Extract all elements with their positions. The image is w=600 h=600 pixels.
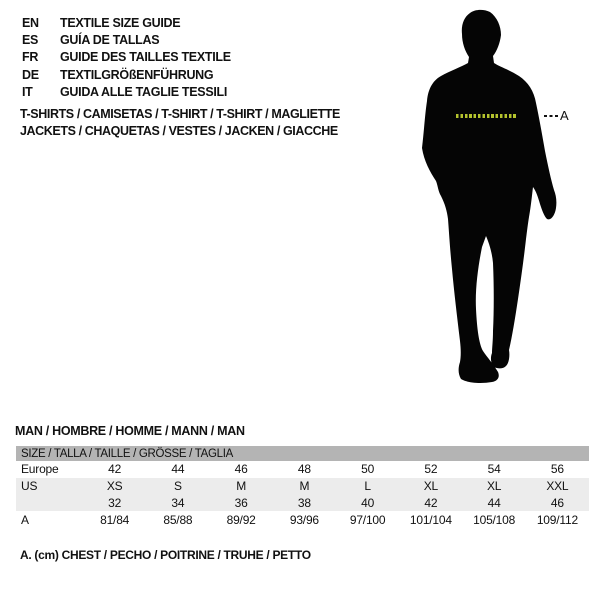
size-cell: M (236, 479, 247, 494)
size-cell: 56 (550, 462, 564, 477)
size-cell: XXL (546, 479, 569, 494)
language-code: IT (22, 85, 33, 100)
measure-label-a: A (560, 108, 569, 123)
size-cell: 42 (424, 495, 438, 510)
category-line-jackets: JACKETS / CHAQUETAS / VESTES / JACKEN / GIACCHE (20, 124, 338, 139)
size-cell: 89/92 (226, 512, 256, 527)
size-cell: 46 (234, 462, 248, 477)
size-cell: 109/112 (536, 512, 578, 527)
size-cell: S (173, 479, 182, 494)
language-code: ES (22, 33, 39, 48)
size-cell: 44 (487, 495, 501, 510)
language-label: GUÍA DE TALLAS (60, 33, 160, 48)
language-label: GUIDA ALLE TAGLIE TESSILI (60, 85, 228, 100)
row-label: US (21, 479, 38, 494)
language-code: EN (22, 15, 39, 30)
table-row-chest-a (16, 511, 589, 528)
size-table (16, 446, 589, 528)
measurement-footnote: A. (cm) CHEST / PECHO / POITRINE / TRUHE / PETTO (20, 548, 311, 562)
language-label: GUIDE DES TAILLES TEXTILE (60, 50, 231, 65)
size-cell: 46 (550, 495, 564, 510)
size-cell: 93/96 (289, 512, 319, 527)
language-code: DE (22, 67, 39, 82)
size-cell: 81/84 (100, 512, 130, 527)
size-cell: 50 (361, 462, 375, 477)
size-cell: 32 (108, 495, 122, 510)
size-cell: 52 (424, 462, 438, 477)
language-label: TEXTILGRÖßENFÜHRUNG (60, 67, 214, 82)
size-cell: 105/108 (473, 512, 516, 527)
size-cell: L (364, 479, 371, 494)
chest-measure-dashes (456, 114, 517, 118)
category-line-tshirts: T-SHIRTS / CAMISETAS / T-SHIRT / T-SHIRT / MAGLIETTE (20, 107, 340, 121)
row-label: Europe (21, 462, 59, 477)
size-cell: 44 (171, 462, 185, 477)
size-cell: 40 (361, 495, 375, 510)
language-code: FR (22, 50, 39, 65)
size-cell: 36 (234, 495, 248, 510)
size-cell: 34 (171, 495, 185, 510)
size-table-header: SIZE / TALLA / TAILLE / GRÖSSE / TAGLIA (16, 446, 589, 461)
size-cell: 101/104 (409, 512, 452, 527)
size-cell: 48 (297, 462, 311, 477)
size-cell: XL (423, 479, 439, 494)
size-cell: M (299, 479, 310, 494)
section-title-man: MAN / HOMBRE / HOMME / MANN / MAN (15, 424, 245, 438)
table-row-uk (16, 495, 589, 512)
size-cell: XL (486, 479, 502, 494)
row-label: A (21, 512, 29, 527)
size-cell: XS (106, 479, 123, 494)
size-cell: 85/88 (163, 512, 193, 527)
size-cell: 54 (487, 462, 501, 477)
table-row-us (16, 478, 589, 495)
table-row-europe (16, 461, 589, 478)
size-cell: 42 (108, 462, 122, 477)
measure-callout-dashes (544, 115, 558, 117)
language-label: TEXTILE SIZE GUIDE (60, 15, 181, 30)
size-cell: 38 (297, 495, 311, 510)
size-cell: 97/100 (349, 512, 386, 527)
